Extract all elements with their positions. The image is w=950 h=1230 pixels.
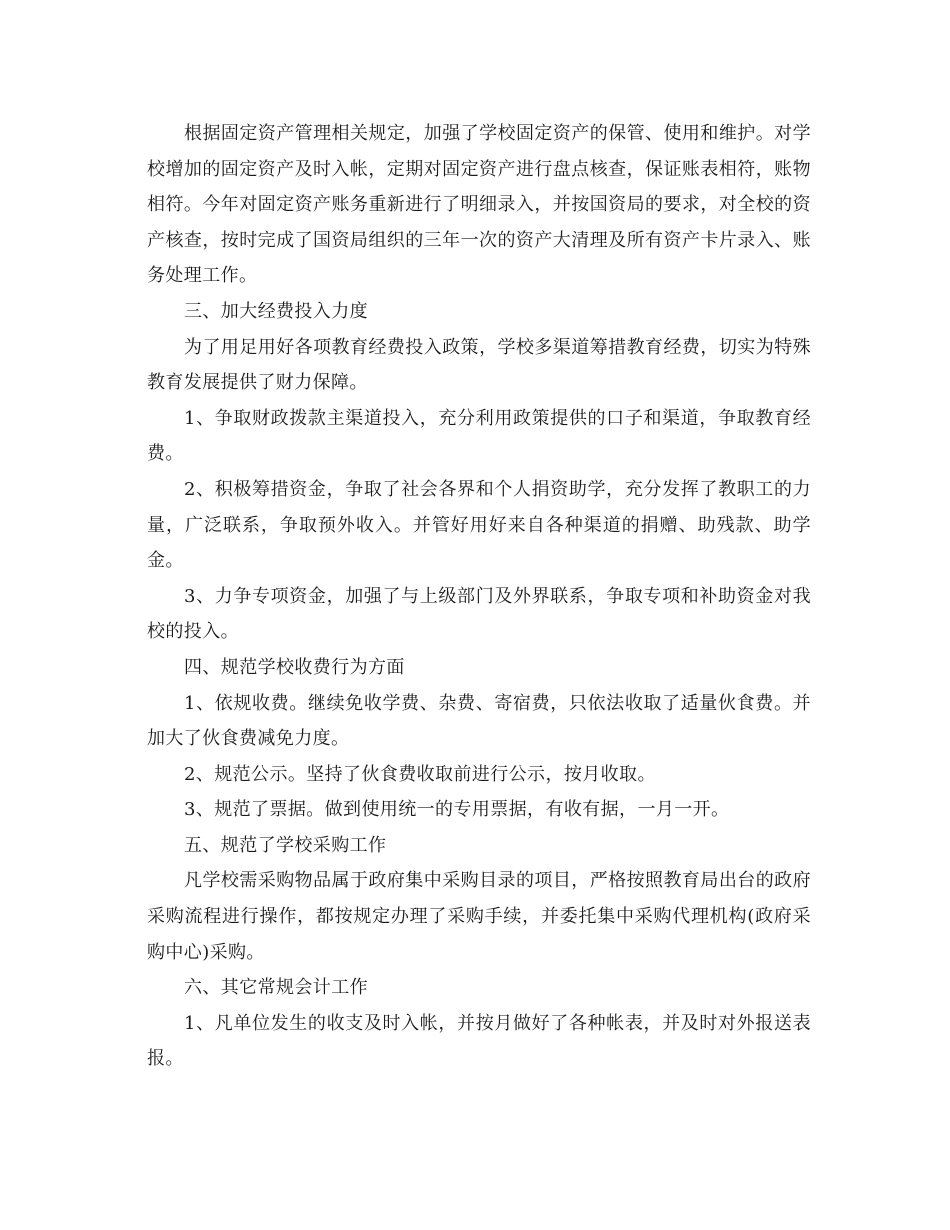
section-heading-accounting: 六、其它常规会计工作 bbox=[184, 977, 368, 999]
paragraph-funding-intro: 为了用足用好各项教育经费投入政策，学校多渠道筹措教育经费，切实为特殊教育发展提供了财力保障。 bbox=[147, 336, 811, 394]
paragraph-procurement: 凡学校需采购物品属于政府集中采购目录的项目，严格按照教育局出台的政府采购流程进行操作，都按规定办理了采购手续，并委托集中采购代理机构(政府采购中心)采购。 bbox=[147, 870, 811, 963]
list-item-funding-3: 3、力争专项资金，加强了与上级部门及外界联系，争取专项和补助资金对我校的投入。 bbox=[147, 585, 811, 643]
paragraph-fixed-assets: 根据固定资产管理相关规定，加强了学校固定资产的保管、使用和维护。对学校增加的固定资产及时入帐，定期对固定资产进行盘点核查，保证账表相符，账物相符。今年对固定资产账务重新进行了明细录入，并按国资局的要求，对全校的资产核查，按时完成了国资局组织的三年一次的资产大清理及所有资产卡片录入、账务处理工作。 bbox=[147, 123, 811, 287]
list-item-fees-1: 1、依规收费。继续免收学费、杂费、寄宿费，只依法收取了适量伙食费。并加大了伙食费减免力度。 bbox=[147, 692, 811, 750]
section-heading-funding: 三、加大经费投入力度 bbox=[184, 300, 368, 322]
list-item-fees-2: 2、规范公示。坚持了伙食费收取前进行公示，按月收取。 bbox=[184, 763, 656, 785]
section-heading-procurement: 五、规范了学校采购工作 bbox=[184, 834, 387, 856]
list-item-fees-3: 3、规范了票据。做到使用统一的专用票据，有收有据，一月一开。 bbox=[184, 799, 730, 821]
document-body bbox=[147, 116, 811, 1077]
list-item-funding-2: 2、积极筹措资金，争取了社会各界和个人捐资助学，充分发挥了教职工的力量，广泛联系，争取预外收入。并管好用好来自各种渠道的捐赠、助残款、助学金。 bbox=[147, 478, 811, 572]
list-item-funding-1: 1、争取财政拨款主渠道投入，充分利用政策提供的口子和渠道，争取教育经费。 bbox=[147, 407, 811, 465]
section-heading-fees: 四、规范学校收费行为方面 bbox=[184, 656, 405, 678]
list-item-accounting-1: 1、凡单位发生的收支及时入帐，并按月做好了各种帐表，并及时对外报送表报。 bbox=[147, 1012, 811, 1070]
